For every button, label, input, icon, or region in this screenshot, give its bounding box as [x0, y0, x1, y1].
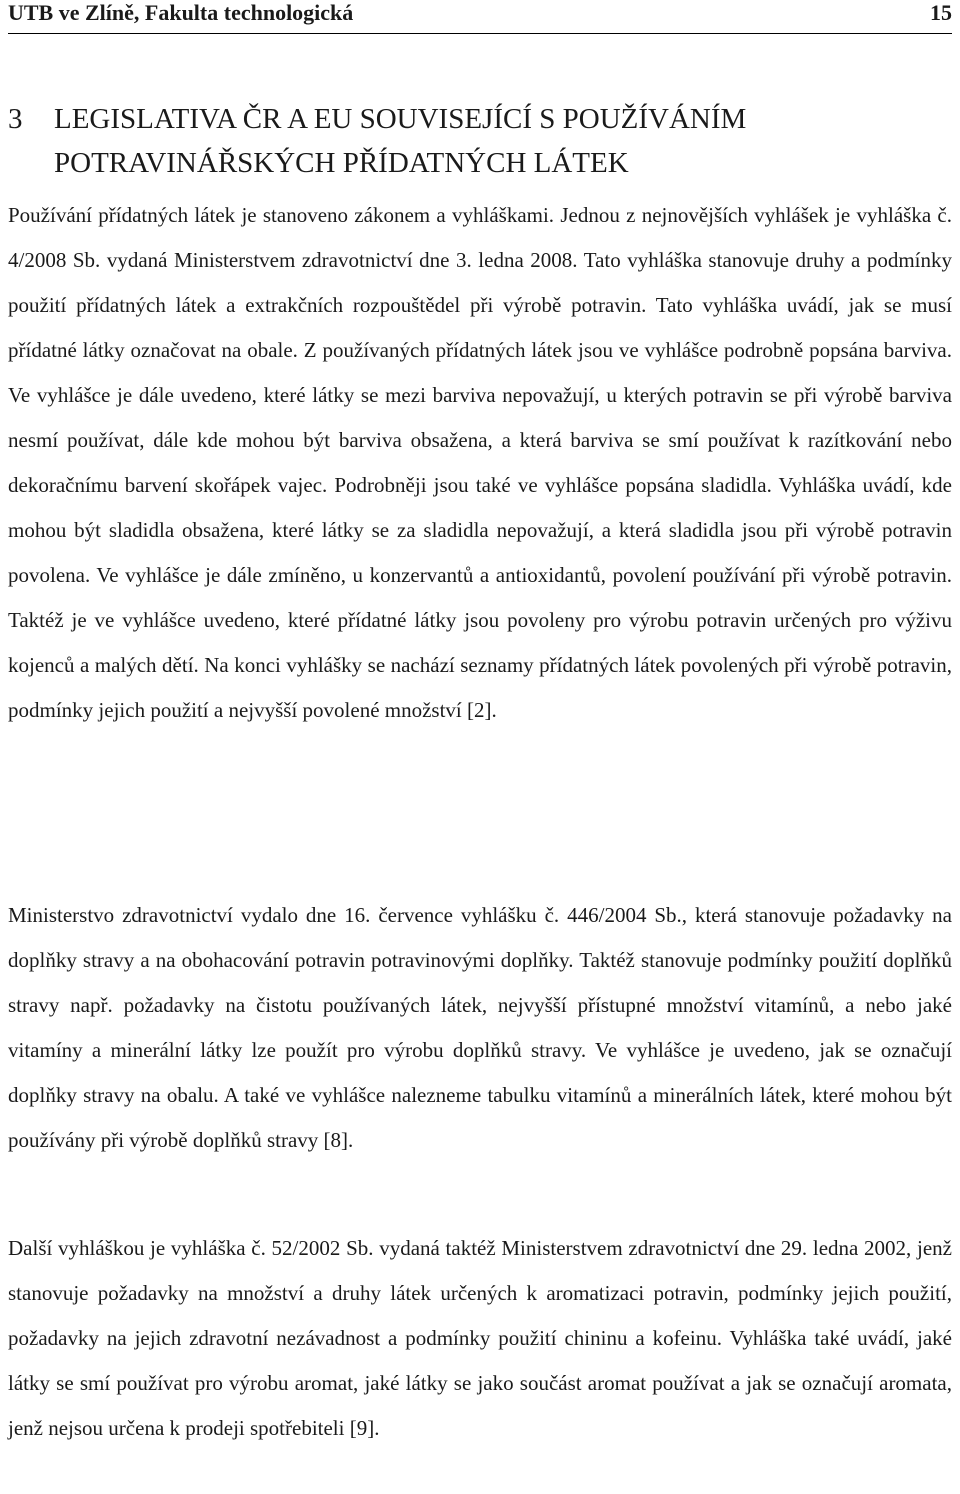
- header-page-number: 15: [930, 0, 952, 25]
- chapter-heading: [8, 97, 952, 185]
- chapter-title: LEGISLATIVA ČR A EU SOUVISEJÍCÍ S POUŽÍVÁNÍM POTRAVINÁŘSKÝCH PŘÍDATNÝCH LÁTEK: [54, 103, 747, 180]
- header-institution: UTB ve Zlíně, Fakultа technologická: [8, 0, 354, 25]
- chapter-number: 3: [8, 103, 23, 136]
- paragraph-2: Ministerstvo zdravotnictví vydalo dne 16. července vyhlášku č. 446/2004 Sb., která stanovuje požadavky na doplňky stravy a na obohacování potravin potravinovými doplňky. Taktéž stanovuje podmínky použití doplňků stravy např. požadavky na čistotu používaných látek, nejvyšší přístupné množství vitamínů, a nebo jaké vitamíny a minerální látky lze použít pro výrobu doplňků stravy. Ve vyhlášce je uvedeno, jak se označují doplňky stravy na obalu. A také ve vyhlášce nalezneme tabulku vitamínů a minerálních látek, které mohou být používány při výrobě doplňků stravy [8].: [8, 903, 952, 1152]
- paragraph-3: Další vyhláškou je vyhláška č. 52/2002 Sb. vydaná taktéž Ministerstvem zdravotnictví dne 29. ledna 2002, jenž stanovuje požadavky na množství a druhy látek určených k aromatizaci potravin, podmínky jejich použití, požadavky na jejich zdravotní nezávadnost a podmínky použití chininu a kofeinu. Vyhláška také uvádí, jaké látky se smí používat pro výrobu aromat, jaké látky se jako součást aromat používat a jak se označují aromata, jenž nejsou určena k prodeji spotřebiteli [9].: [8, 1236, 952, 1440]
- page-header: [8, 0, 952, 34]
- paragraph-1: Používání přídatných látek je stanoveno zákonem a vyhláškami. Jednou z nejnovějších vyhlášek je vyhláška č. 4/2008 Sb. vydaná Ministerstvem zdravotnictví dne 3. ledna 2008. Tato vyhláška stanovuje druhy a podmínky použití přídatných látek a extrakčních rozpouštědel při výrobě potravin. Tato vyhláška uvádí, jak se musí přídatné látky označovat na obale. Z používaných přídatných látek jsou ve vyhlášce podrobně popsána barviva. Ve vyhlášce je dále uvedeno, které látky se mezi barviva nepovažují, u kterých potravin se při výrobě barviva nesmí používat, dále kde mohou být barviva obsažena, a která barviva se smí používat k razítkování nebo dekoračnímu barvení skořápek vajec. Podrobněji jsou také ve vyhlášce popsána sladidla. Vyhláška uvádí, kde mohou být sladidla obsažena, které látky se za sladidla nepovažují, a která sladidla jsou při výrobě potravin povolena. Ve vyhlášce je dále zmíněno, u konzervantů a antioxidantů, povolení používání při výrobě potravin. Taktéž je ve vyhlášce uvedeno, které přídatné látky jsou povoleny pro výrobu potravin určených pro výživu kojenců a malých dětí. Na konci vyhlášky se nachází seznamy přídatných látek povolených při výrobě potravin, podmínky jejich použití a nejvyšší povolené množství [2].: [8, 203, 952, 722]
